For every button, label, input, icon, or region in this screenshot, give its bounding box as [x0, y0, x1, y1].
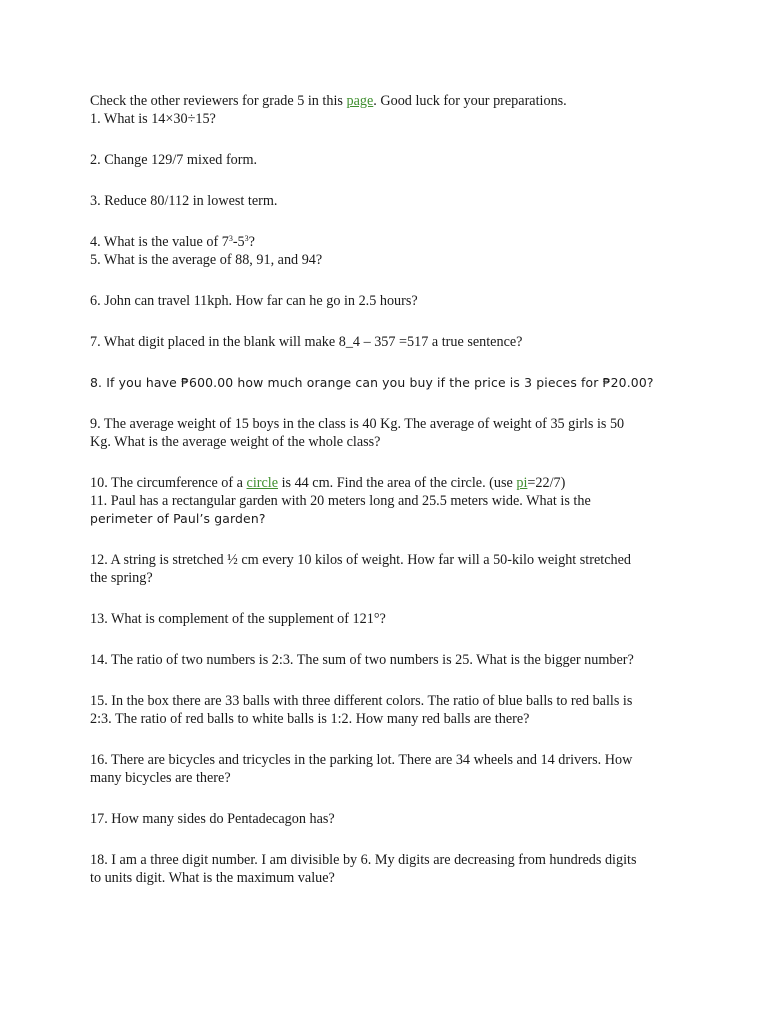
question-9-line-2: Kg. What is the average weight of the whole class? — [90, 434, 381, 450]
question-6: 6. John can travel 11kph. How far can he go in 2.5 hours? — [90, 293, 418, 309]
question-18-line-2: to units digit. What is the maximum value? — [90, 870, 335, 886]
question-10-text-after: =22/7) — [527, 475, 566, 491]
question-11-line-1: 11. Paul has a rectangular garden with 20 meters long and 25.5 meters wide. What is the — [90, 493, 591, 509]
question-15-line-2: 2:3. The ratio of red balls to white balls is 1:2. How many red balls are there? — [90, 711, 530, 727]
intro-text-after: . Good luck for your preparations. — [373, 93, 567, 109]
question-15-line-1: 15. In the box there are 33 balls with three different colors. The ratio of blue balls to red balls is — [90, 693, 633, 709]
document-body — [90, 92, 680, 887]
question-4 — [90, 233, 680, 251]
question-13: 13. What is complement of the supplement of 121°? — [90, 611, 386, 627]
question-4-text-a: 4. What is the value of 7 — [90, 234, 229, 250]
intro-line — [90, 92, 680, 110]
question-2: 2. Change 129/7 mixed form. — [90, 152, 258, 168]
page-link[interactable]: page — [346, 93, 374, 109]
pi-link[interactable]: pi — [516, 475, 528, 491]
question-14: 14. The ratio of two numbers is 2:3. The sum of two numbers is 25. What is the bigger number? — [90, 652, 634, 668]
question-12-line-2: the spring? — [90, 570, 153, 586]
question-7: 7. What digit placed in the blank will make 8_4 – 357 =517 a true sentence? — [90, 334, 523, 350]
question-12-line-1: 12. A string is stretched ½ cm every 10 kilos of weight. How far will a 50-kilo weight stretched — [90, 552, 631, 568]
question-4-exponent-2: 3 — [244, 234, 249, 243]
question-9-line-1: 9. The average weight of 15 boys in the class is 40 Kg. The average of weight of 35 girls is 50 — [90, 416, 625, 432]
question-4-text-b: -5 — [232, 234, 245, 250]
question-8: 8. If you have ₱600.00 how much orange can you buy if the price is 3 pieces for ₱20.00? — [90, 375, 654, 390]
question-18-line-1: 18. I am a three digit number. I am divisible by 6. My digits are decreasing from hundreds digits — [90, 852, 637, 868]
question-5: 5. What is the average of 88, 91, and 94? — [90, 252, 323, 268]
question-16-line-1: 16. There are bicycles and tricycles in the parking lot. There are 34 wheels and 14 drivers. How — [90, 752, 633, 768]
question-16-line-2: many bicycles are there? — [90, 770, 231, 786]
question-10-text-middle: is 44 cm. Find the area of the circle. (use — [278, 475, 517, 491]
question-4-exponent-1: 3 — [228, 234, 233, 243]
question-4-text-c: ? — [248, 234, 255, 250]
intro-text-before: Check the other reviewers for grade 5 in this — [90, 93, 347, 109]
question-11-line-2: perimeter of Paul’s garden? — [90, 511, 266, 526]
question-10 — [90, 474, 680, 492]
question-10-text-before: 10. The circumference of a — [90, 475, 247, 491]
question-1: 1. What is 14×30÷15? — [90, 111, 216, 127]
circle-link[interactable]: circle — [246, 475, 279, 491]
question-3: 3. Reduce 80/112 in lowest term. — [90, 193, 278, 209]
question-17: 17. How many sides do Pentadecagon has? — [90, 811, 335, 827]
